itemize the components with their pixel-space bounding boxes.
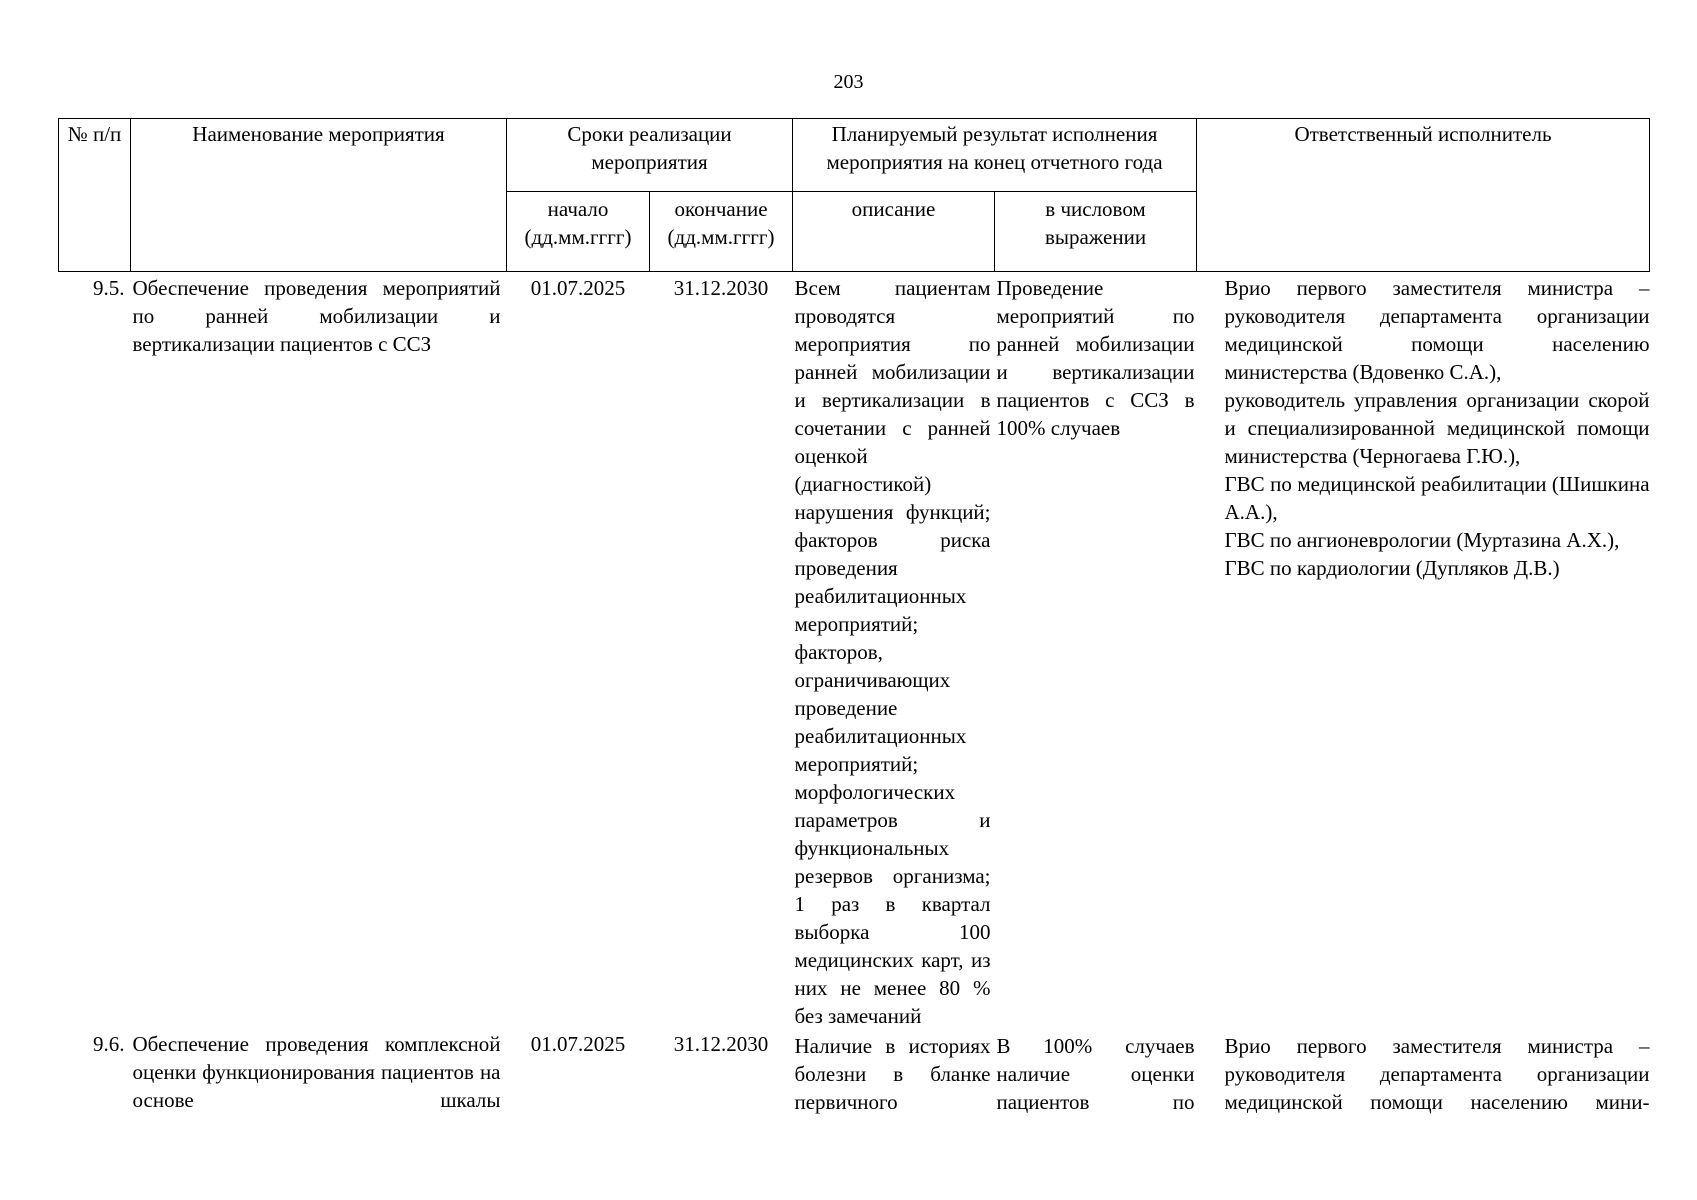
header-terms: Сроки реализации мероприятия	[507, 119, 793, 192]
end-date: 31.12.2030	[673, 1032, 769, 1056]
responsible-line: ГВС по медицинской реабилитации (Шишкина А.А.),	[1224, 472, 1650, 524]
responsible-line: ГВС по кардиологии (Дупляков Д.В.)	[1224, 556, 1560, 580]
result-numeric: Проведение мероприятий по ранней мобилизации и вертикализации пациентов с ССЗ в 100% случаев	[996, 276, 1195, 440]
responsible-line: руководитель управления организации скорой и специализированной медицинской помощи министерства (Черногаева Г.Ю.),	[1224, 388, 1650, 468]
start-date: 01.07.2025	[530, 276, 626, 300]
start-date: 01.07.2025	[530, 1032, 626, 1056]
measures-table	[58, 118, 1650, 1152]
result-numeric: В 100% случаев наличие оценки пациентов по	[996, 1034, 1195, 1114]
header-description: описание	[793, 192, 995, 272]
responsible-executors	[1197, 272, 1650, 1031]
measure-name: Обеспечение проведения комплексной оценки функционирования пациентов на основе шкалы	[132, 1032, 501, 1112]
responsible-line: Врио первого заместителя министра – руководителя департамента организации медицинской помощи населению министерства (Вдовенко С.А.),	[1224, 276, 1650, 384]
row-number: 9.6.	[93, 1032, 125, 1056]
responsible-executors	[1197, 1030, 1650, 1152]
table-row	[59, 272, 1650, 1031]
row-number: 9.5.	[93, 276, 125, 300]
header-end: окончание (дд.мм.гггг)	[650, 192, 793, 272]
responsible-line: ГВС по ангионеврологии (Муртазина А.Х.),	[1224, 528, 1620, 552]
header-num: № п/п	[59, 119, 131, 272]
measure-name: Обеспечение проведения мероприятий по ранней мобилизации и вертикализации пациентов с ССЗ	[132, 276, 501, 356]
end-date: 31.12.2030	[673, 276, 769, 300]
header-start: начало (дд.мм.гггг)	[507, 192, 650, 272]
table-header	[59, 119, 1650, 272]
header-numeric: в числовом выражении	[995, 192, 1197, 272]
result-description: Наличие в историях болезни в бланке первичного	[794, 1034, 991, 1114]
header-name: Наименование мероприятия	[131, 119, 507, 272]
responsible-line: Врио первого заместителя министра – руководителя департамента организации медицинской помощи населению мини-	[1224, 1034, 1650, 1114]
header-result: Планируемый результат исполнения мероприятия на конец отчетного года	[793, 119, 1197, 192]
header-responsible: Ответственный исполнитель	[1197, 119, 1650, 272]
table-row	[59, 1030, 1650, 1152]
page-number: 203	[833, 71, 864, 93]
result-description: Всем пациентам проводятся мероприятия по ранней мобилизации и вертикализации в сочетании с ранней оценкой (диагностикой) нарушения функций; факторов риска проведения реабилитационных мероприятий; факторов, ограничивающих проведение реабилитационных мероприятий; морфологических параметров и функциональных резервов организма; 1 раз в квартал выборка 100 медицинских карт, из них не менее 80 % без замечаний	[794, 276, 991, 1028]
